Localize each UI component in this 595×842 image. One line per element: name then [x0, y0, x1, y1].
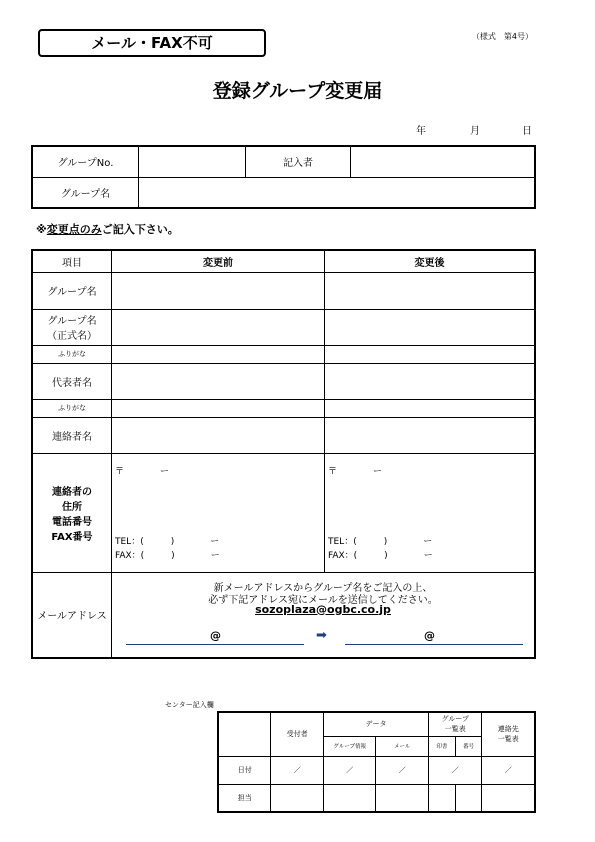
person-group-info-cell[interactable] — [323, 784, 375, 812]
date-day: 日 — [522, 126, 532, 137]
before-group-name-field[interactable] — [112, 272, 325, 309]
center-use-label: センター記入欄 — [165, 701, 214, 709]
before-official-name-field[interactable] — [112, 309, 325, 345]
after-tel: TEL：( ) ー — [328, 536, 433, 547]
form-number: （様式 第4号） — [471, 32, 533, 41]
receiver-header: 受付者 — [271, 712, 323, 756]
before-fax: FAX：( ) ー — [115, 550, 220, 561]
row-contact-name-label: 連絡者名 — [32, 417, 112, 453]
before-furigana-field[interactable] — [112, 345, 325, 363]
before-rep-furigana-field[interactable] — [112, 399, 325, 417]
changes-only-note: ※変更点のみご記入下さい。 — [36, 223, 179, 236]
row-rep-furigana-label: ふりがな — [32, 399, 112, 417]
before-rep-name-field[interactable] — [112, 363, 325, 399]
recorder-label: 記入者 — [246, 146, 351, 177]
group-no-label: グループNo. — [32, 146, 139, 177]
arrow-icon: ➡ — [316, 627, 327, 643]
after-rep-furigana-field[interactable] — [325, 399, 536, 417]
group-list-header: グループ 一覧表 — [428, 712, 482, 736]
row-contact-block-label: 連絡者の 住所 電話番号 FAX番号 — [32, 453, 112, 572]
new-mail-input[interactable] — [345, 644, 523, 645]
person-seal-cell[interactable] — [428, 784, 455, 812]
date-receiver-cell[interactable]: ／ — [271, 756, 323, 784]
center-use-table — [217, 711, 536, 813]
destination-email: sozoplaza@ogbc.co.jp — [255, 602, 391, 616]
row-group-name-label: グループ名 — [32, 272, 112, 309]
person-mail-cell[interactable] — [376, 784, 428, 812]
mail-subheader: メール — [376, 736, 428, 756]
after-fax: FAX：( ) ー — [328, 550, 433, 561]
person-receiver-cell[interactable] — [271, 784, 323, 812]
row-mail-label: メールアドレス — [32, 572, 112, 658]
old-mail-input[interactable] — [126, 644, 304, 645]
new-mail-at: @ — [424, 628, 435, 642]
date-contact-list-cell[interactable]: ／ — [482, 756, 535, 784]
after-contact-name-field[interactable] — [325, 417, 536, 453]
after-contact-block[interactable] — [325, 453, 536, 572]
recorder-field[interactable] — [351, 146, 536, 177]
col-after-header: 変更後 — [325, 250, 536, 272]
person-contact-list-cell[interactable] — [482, 784, 535, 812]
date-month: 月 — [470, 126, 480, 137]
after-postal: 〒 ー — [328, 466, 383, 477]
number-subheader: 番号 — [455, 736, 482, 756]
before-contact-name-field[interactable] — [112, 417, 325, 453]
old-mail-at: @ — [210, 628, 221, 642]
group-no-field[interactable] — [139, 146, 246, 177]
row-rep-name-label: 代表者名 — [32, 363, 112, 399]
mail-instruction-2: 必ず下記アドレス宛にメールを送信してください。 — [208, 594, 438, 606]
col-before-header: 変更前 — [112, 250, 325, 272]
group-info-table — [31, 145, 536, 209]
data-header: データ — [323, 712, 428, 736]
after-rep-name-field[interactable] — [325, 363, 536, 399]
mail-address-cell — [112, 572, 536, 658]
after-group-name-field[interactable] — [325, 272, 536, 309]
changes-table — [31, 249, 536, 659]
row-furigana-label: ふりがな — [32, 345, 112, 363]
date-group-info-cell[interactable]: ／ — [323, 756, 375, 784]
contact-list-header: 連絡先 一覧表 — [482, 712, 535, 756]
date-year: 年 — [416, 126, 426, 137]
before-contact-block[interactable] — [112, 453, 325, 572]
mail-instruction-1: 新メールアドレスからグループ名をご記入の上、 — [213, 582, 433, 594]
before-postal: 〒 ー — [115, 466, 170, 477]
col-item-header: 項目 — [32, 250, 112, 272]
no-mail-fax-notice: メール・FAX不可 — [38, 29, 266, 57]
group-info-subheader: グループ情報 — [323, 736, 375, 756]
group-name-field[interactable] — [139, 177, 536, 208]
before-tel: TEL：( ) ー — [115, 536, 220, 547]
date-mail-cell[interactable]: ／ — [376, 756, 428, 784]
page-title: 登録グループ変更届 — [212, 80, 383, 102]
group-name-label: グループ名 — [32, 177, 139, 208]
seal-subheader: 印書 — [428, 736, 455, 756]
center-corner-cell — [218, 712, 271, 756]
person-row-label: 担当 — [218, 784, 271, 812]
row-official-name-label: グループ名 （正式名） — [32, 309, 112, 345]
date-row-label: 日付 — [218, 756, 271, 784]
after-furigana-field[interactable] — [325, 345, 536, 363]
date-group-list-cell[interactable]: ／ — [428, 756, 482, 784]
person-number-cell[interactable] — [455, 784, 482, 812]
after-official-name-field[interactable] — [325, 309, 536, 345]
